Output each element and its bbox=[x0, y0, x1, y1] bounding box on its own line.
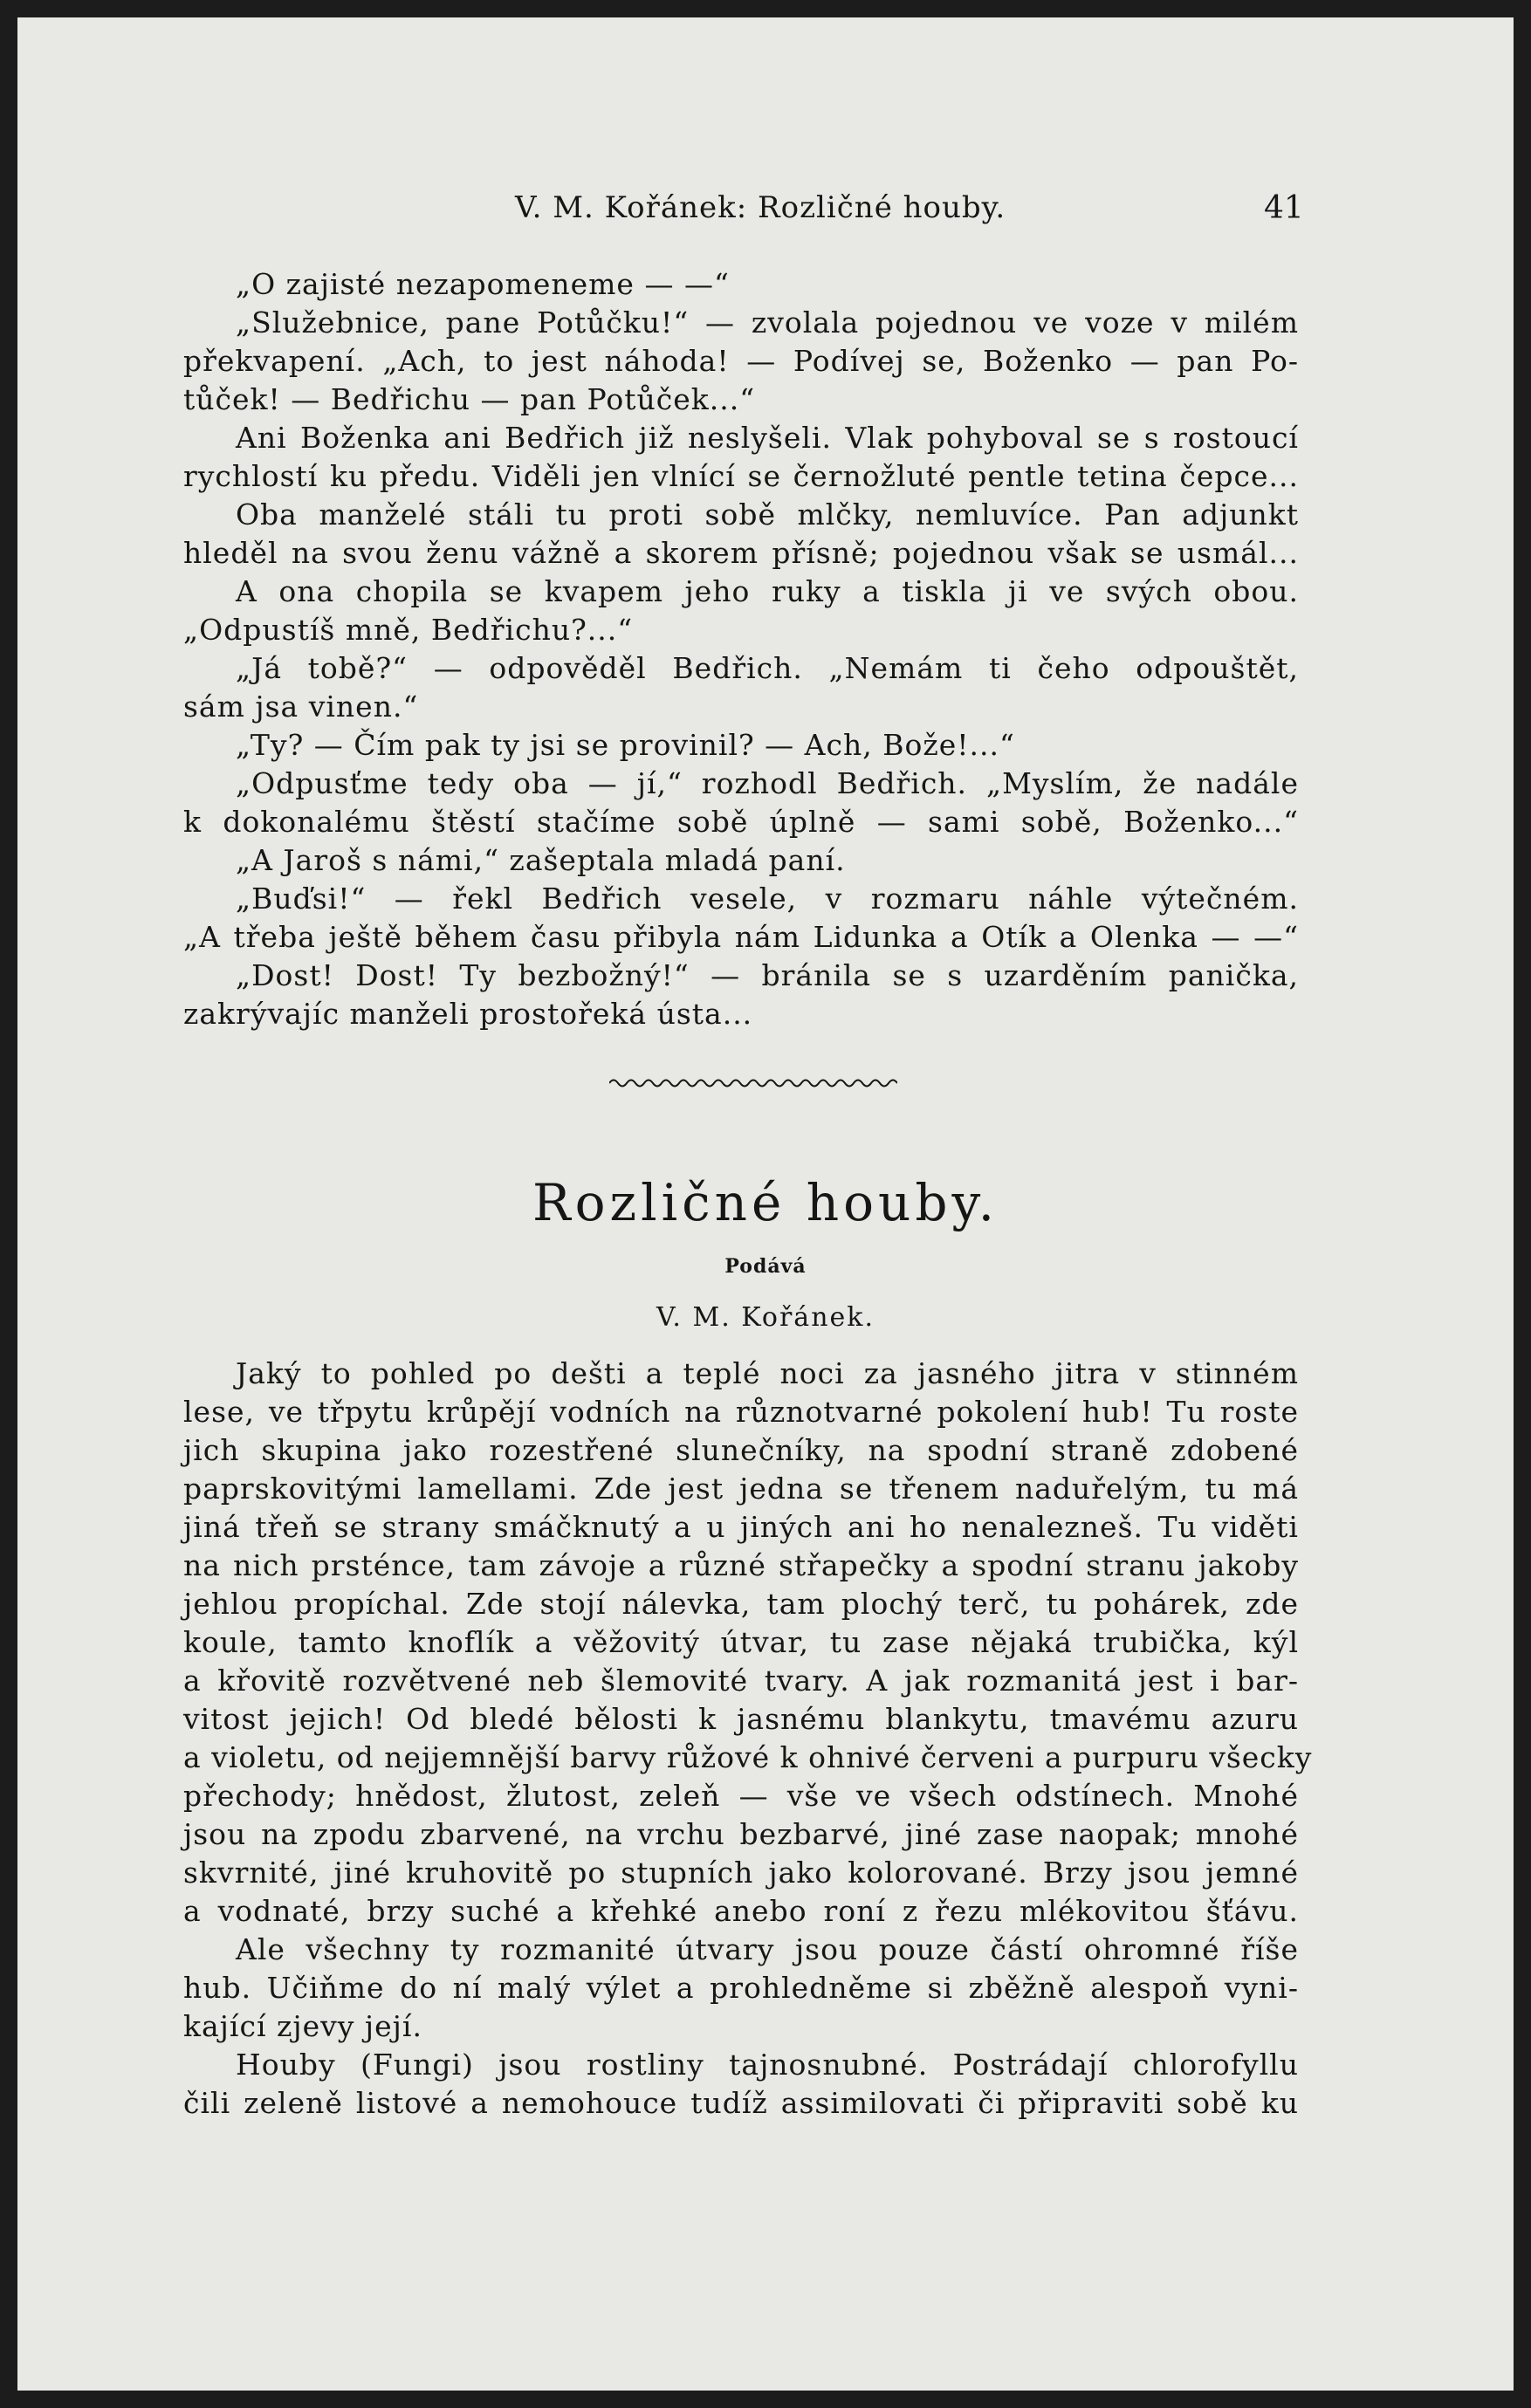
article-body bbox=[183, 1355, 1313, 2123]
text-line: tůček! — Bedřichu — pan Potůček...“ bbox=[183, 382, 756, 416]
text-line: Ale všechny ty rozmanité útvary jsou pouze částí ohromné říše bbox=[236, 1932, 1299, 1966]
text-line: Oba manželé stáli tu proti sobě mlčky, nemluvíce. Pan adjunkt bbox=[236, 497, 1299, 532]
text-line: jiná třeň se strany smáčknutý a u jiných ani ho nenalezneš. Tu viděti bbox=[183, 1510, 1299, 1544]
text-line: překvapení. „Ach, to jest náhoda! — Podívej se, Boženko — pan Po- bbox=[183, 344, 1299, 378]
text-line: hub. Učiňme do ní malý výlet a prohledněme si zběžně alespoň vyni- bbox=[183, 1971, 1299, 2005]
text-line: čili zeleně listové a nemohouce tudíž assimilovati či připraviti sobě ku bbox=[183, 2086, 1299, 2120]
text-line: „O zajisté nezapomeneme — —“ bbox=[236, 267, 730, 301]
text-line: přechody; hnědost, žlutost, zeleň — vše ve všech odstínech. Mnohé bbox=[183, 1779, 1299, 1813]
text-line: paprskovitými lamellami. Zde jest jedna se třenem naduřelým, tu má bbox=[183, 1472, 1299, 1506]
text-line: Houby (Fungi) jsou rostliny tajnosnubné. Postrádají chlorofyllu bbox=[236, 2048, 1299, 2082]
text-line: koule, tamto knoflík a věžovitý útvar, tu zase nějaká trubička, kýl bbox=[183, 1625, 1299, 1659]
text-line: „Já tobě?“ — odpověděl Bedřich. „Nemám ti čeho odpouštět, bbox=[236, 651, 1299, 685]
text-line: na nich prsténce, tam závoje a různé střapečky a spodní stranu jakoby bbox=[183, 1548, 1299, 1582]
page-number: 41 bbox=[1264, 190, 1304, 226]
dialogue-section bbox=[183, 265, 1299, 1033]
text-line: Jaký to pohled po dešti a teplé noci za jasného jitra v stinném bbox=[236, 1356, 1299, 1390]
text-line: skvrnité, jiné kruhovitě po stupních jako kolorované. Brzy jsou jemné bbox=[183, 1856, 1299, 1890]
text-line: A ona chopila se kvapem jeho ruky a tiskla ji ve svých obou. bbox=[236, 574, 1299, 608]
running-title: V. M. Kořánek: Rozličné houby. bbox=[515, 190, 1006, 225]
book-page bbox=[17, 17, 1514, 2391]
text-line: „Ty? — Čím pak ty jsi se provinil? — Ach, Bože!...“ bbox=[236, 728, 1015, 762]
article-title: Rozličné houby. bbox=[532, 1173, 999, 1232]
text-line: k dokonalému štěstí stačíme sobě úplně — sami sobě, Boženko...“ bbox=[183, 805, 1299, 839]
text-line: a vodnaté, brzy suché a křehké anebo roní z řezu mlékovitou šťávu. bbox=[183, 1894, 1299, 1928]
text-line: Ani Boženka ani Bedřich již neslyšeli. Vlak pohyboval se s rostoucí bbox=[236, 421, 1299, 455]
text-line: „Odpustíš mně, Bedřichu?...“ bbox=[183, 613, 634, 647]
text-line: lese, ve třpytu krůpějí vodních na různotvarné pokolení hub! Tu roste bbox=[183, 1395, 1299, 1429]
text-line: „Odpusťme tedy oba — jí,“ rozhodl Bedřich. „Myslím, že nadále bbox=[236, 766, 1299, 800]
page-header bbox=[17, 190, 1514, 243]
text-line: vitost jejich! Od bledé bělosti k jasnému blankytu, tmavému azuru bbox=[183, 1702, 1299, 1736]
text-line: zakrývajíc manželi prostořeká ústa... bbox=[183, 997, 753, 1031]
text-line: sám jsa vinen.“ bbox=[183, 689, 419, 724]
text-line: „A třeba ještě během času přibyla nám Lidunka a Otík a Olenka — —“ bbox=[183, 920, 1299, 954]
text-line: jich skupina jako rozestřené slunečníky, na spodní straně zdobené bbox=[183, 1433, 1299, 1467]
byline-author: V. M. Kořánek. bbox=[656, 1302, 875, 1333]
text-line: jsou na zpodu zbarvené, na vrchu bezbarvé, jiné zase naopak; mnohé bbox=[183, 1817, 1299, 1851]
text-line: „A Jaroš s námi,“ zašeptala mladá paní. bbox=[236, 843, 846, 877]
text-line: „Služebnice, pane Potůčku!“ — zvolala pojednou ve voze v milém bbox=[236, 305, 1299, 340]
text-line: jehlou propíchal. Zde stojí nálevka, tam plochý terč, tu pohárek, zde bbox=[183, 1587, 1299, 1621]
text-line: hleděl na svou ženu vážně a skorem přísně; pojednou však se usmál... bbox=[183, 536, 1299, 570]
byline-label: Podává bbox=[724, 1255, 807, 1278]
text-line: „Dost! Dost! Ty bezbožný!“ — bránila se s uzarděním panička, bbox=[236, 958, 1299, 992]
text-line: „Buďsi!“ — řekl Bedřich vesele, v rozmaru náhle výtečném. bbox=[236, 882, 1299, 916]
wavy-divider-ornament bbox=[609, 1075, 897, 1091]
text-line: a violetu, od nejjemnější barvy růžové k ohnivé červeni a purpuru všecky bbox=[183, 1740, 1313, 1774]
text-line: kající zjevy její. bbox=[183, 2009, 422, 2043]
text-line: rychlostí ku předu. Viděli jen vlnící se černožluté pentle tetina čepce... bbox=[183, 459, 1299, 493]
text-line: a křovitě rozvětvené neb šlemovité tvary. A jak rozmanitá jest i bar- bbox=[183, 1664, 1299, 1698]
